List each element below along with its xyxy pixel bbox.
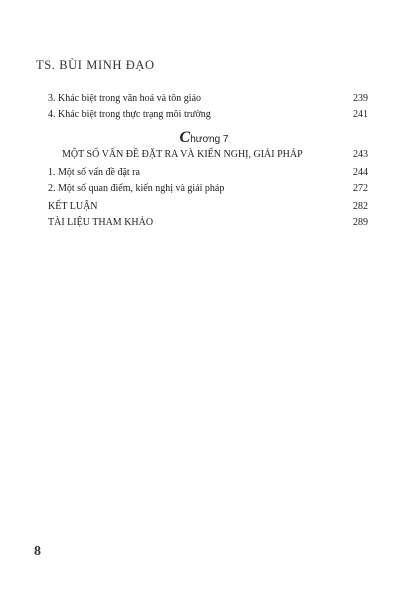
toc-back-matter-entry <box>0 199 408 215</box>
toc-entry-title: 2. Một số quan điểm, kiến nghị và giải pháp <box>48 183 225 194</box>
toc-entry-title: TÀI LIỆU THAM KHẢO <box>48 217 154 228</box>
toc-entry-page: 244 <box>353 167 368 178</box>
toc-entry-title: 1. Một số vấn đề đặt ra <box>48 167 140 178</box>
toc-entry-title: 4. Khác biệt trong thực trạng môi trường <box>48 109 211 120</box>
toc-entry-page: 241 <box>353 109 368 120</box>
chapter-page: 243 <box>353 149 368 160</box>
chapter-label-rest: hương 7 <box>190 134 229 145</box>
toc-entry-page: 239 <box>353 93 368 104</box>
running-head: TS. BÙI MINH ĐẠO <box>36 58 155 72</box>
toc-entry <box>0 91 408 107</box>
toc-entry-page: 272 <box>353 183 368 194</box>
chapter-label-initial: C <box>179 129 191 146</box>
chapter-label <box>0 130 408 148</box>
chapter-title-row <box>0 147 408 163</box>
toc-entry <box>0 107 408 123</box>
toc-entry <box>0 165 408 181</box>
toc-entry-page: 289 <box>353 217 368 228</box>
page-number: 8 <box>34 544 41 559</box>
toc-entry <box>0 181 408 197</box>
toc-back-matter-entry <box>0 215 408 231</box>
toc-entry-title: KẾT LUẬN <box>48 201 98 212</box>
toc-entry-title: 3. Khác biệt trong văn hoá và tôn giáo <box>48 93 202 104</box>
chapter-title: MỘT SỐ VẤN ĐỀ ĐẶT RA VÀ KIẾN NGHỊ, GIẢI PHÁP <box>62 149 303 160</box>
toc-entry-page: 282 <box>353 201 368 212</box>
